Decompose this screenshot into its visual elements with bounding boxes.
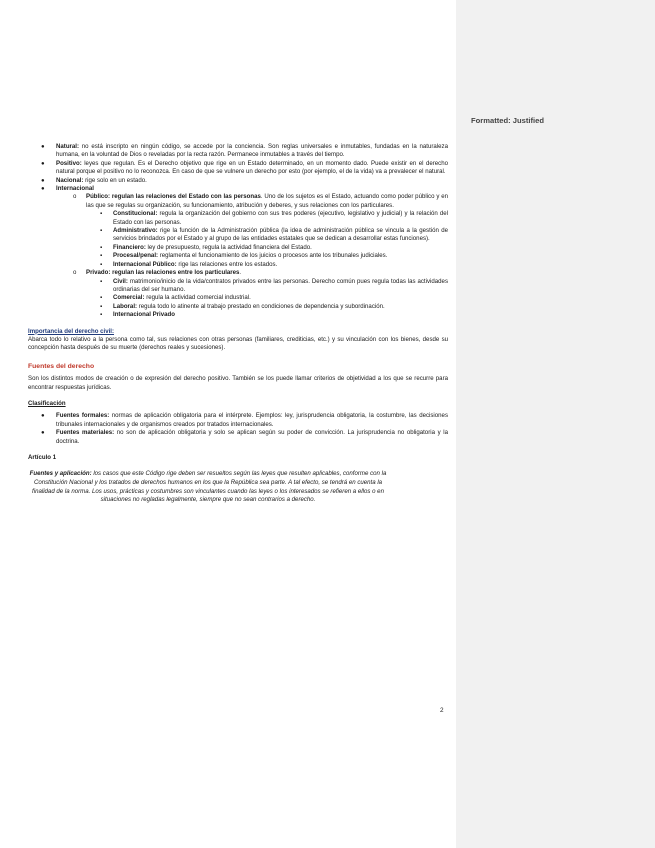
- clasificacion-heading: Clasificación: [28, 399, 66, 407]
- clasificacion-list: [28, 412, 448, 446]
- list-item: o Privado: regulan las relaciones entre los particulares. ▪ Civil: matrimonio/inicio de la vida/contratos privados entre las personas. Derecho común pues regula todas las actividades ordinarias del ser humano. ▪ Comercial: regula la actividad comercial industrial. ▪ Laboral: regula todo lo atinente al trabajo prestado en condiciones de dependencia y subordinación. ▪ Internacional Privado: [28, 269, 448, 319]
- square-bullet-icon: ▪: [100, 294, 103, 302]
- bullet-icon: ●: [41, 160, 45, 167]
- page-number: 2: [440, 707, 444, 714]
- bullet-icon: ●: [41, 144, 45, 150]
- bullet-icon: ●: [41, 186, 45, 193]
- list-item: ● Internacional o Público: regulan las relaciones del Estado con las personas. Uno de los sujetos es el Estado, actuando como poder público y en las que se regulas su organización, su funcionamiento, atribución y deberes, y sus relaciones con los particulares. ▪ Constitucional: regula la organización del gobierno con sus tres poderes (ejecutivo, legislativo y judicial) y la relación del Estado con las personas. ▪ Administrativo: rige la función de la Administración pública (la idea de administración pública se vincula a la gestión de servicios brindados por el Estado y al grupo de las entidades estatales que se dedican a desarrollar estas funciones). ▪ Financiero: ley de presupuesto, regula la actividad financiera del Estado. ▪ Procesal/penal: reglamenta el funcionamiento de los juicios o procesos ante los tribunales judiciales. ▪ Internacional Público: rige las relaciones entre los estados. o Privado: regulan las relaciones entre los particulares. ▪ Civil: matrimonio/inicio de la vida/contratos privados entre las personas. Derecho común pues regula todas las actividades ordinarias del ser humano. ▪ Comercial: regula la actividad comercial industrial. ▪ Laboral: regula todo lo atinente al trabajo prestado en condiciones de dependencia y subordinación. ▪ Internacional Privado: [28, 185, 448, 320]
- bullet-icon: ●: [41, 177, 45, 184]
- square-bullet-icon: ▪: [100, 210, 103, 218]
- list-item: ● Fuentes materiales: no son de aplicación obligatoria y solo se aplican según su poder de convicción. La jurisprudencia no obligatoria y la doctrina.: [41, 429, 448, 445]
- list-item: ● Positivo: leyes que regulan. Es el Derecho objetivo que rige en un Estado determinado, en un momento dado. Puede existir en el derecho natural porque el positivo no lo reconozca. En caso de que se vulnere un derecho por esto (por ejemplo, el de la vida) va a prevalecer el natural.: [41, 159, 448, 176]
- square-bullet-icon: ▪: [100, 252, 103, 260]
- bullet-icon: ●: [41, 430, 45, 437]
- circle-bullet-icon: o: [73, 193, 77, 201]
- fuentes-text: Son los distintos modos de creación o de expresión del derecho positivo. También se los puede llamar criterios de objetividad a los que se recurre para encontrar respuestas jurídicas.: [28, 375, 448, 391]
- publico-ramas-list: [28, 210, 448, 269]
- list-item: ▪ Financiero: ley de presupuesto, regula la actividad financiera del Estado.: [100, 243, 312, 251]
- square-bullet-icon: ▪: [100, 311, 103, 319]
- list-item: o Público: regulan las relaciones del Estado con las personas. Uno de los sujetos es el Estado, actuando como poder público y en las que se regulas su organización, su funcionamiento, atribución y deberes, y sus relaciones con los particulares. ▪ Constitucional: regula la organización del gobierno con sus tres poderes (ejecutivo, legislativo y judicial) y la relación del Estado con las personas. ▪ Administrativo: rige la función de la Administración pública (la idea de administración pública se vincula a la gestión de servicios brindados por el Estado y al grupo de las entidades estatales que se dedican a desarrollar estas funciones). ▪ Financiero: ley de presupuesto, regula la actividad financiera del Estado. ▪ Procesal/penal: reglamenta el funcionamiento de los juicios o procesos ante los tribunales judiciales. ▪ Internacional Público: rige las relaciones entre los estados.: [28, 193, 448, 269]
- articulo-heading: Artículo 1: [28, 454, 57, 461]
- importancia-heading: Importancia del derecho civil:: [28, 327, 115, 335]
- importancia-text: Abarca todo lo relativo a la persona como tal, sus relaciones con otras personas (familiares, crediticias, etc.) y su vinculación con los bienes, desde su concepción hasta después de su muerte (derechos reales y sucesiones).: [28, 335, 448, 352]
- list-item: ▪ Laboral: regula todo lo atinente al trabajo prestado en condiciones de dependencia y subordinación.: [100, 302, 385, 310]
- list-item: ▪ Civil: matrimonio/inicio de la vida/contratos privados entre las personas. Derecho común pues regula todas las actividades ordinarias del ser humano.: [100, 277, 448, 293]
- privado-ramas-list: [28, 278, 448, 320]
- tipos-list: [28, 143, 448, 320]
- articulo-quote: Fuentes y aplicación: los casos que este Código rige deben ser resueltos según las leyes que resulten aplicables, conforme con la Constitución Nacional y los tratados de derechos humanos en los que la República sea parte. A tal efecto, se tendrá en cuenta la finalidad de la norma. Los usos, prácticas y costumbres son vinculantes cuando las leyes o los interesados se refieren a ellos o en situaciones no regladas legalmente, siempre que no sean contrarios a derecho.: [29, 470, 387, 504]
- square-bullet-icon: ▪: [100, 243, 103, 251]
- list-item: ▪ Administrativo: rige la función de la Administración pública (la idea de administración pública se vincula a la gestión de servicios brindados por el Estado y al grupo de las entidades estatales que se dedican a desarrollar estas funciones).: [100, 227, 448, 243]
- square-bullet-icon: ▪: [100, 302, 103, 310]
- list-item: ▪ Internacional Privado: [100, 311, 175, 319]
- list-item: ▪ Constitucional: regula la organización del gobierno con sus tres poderes (ejecutivo, legislativo y judicial) y la relación del Estado con las personas.: [100, 210, 448, 226]
- formatting-comment[interactable]: Formatted: Justified: [471, 116, 544, 125]
- list-item: ● Nacional: rige solo en un estado.: [41, 176, 147, 184]
- list-item: ● Natural: no está inscripto en ningún código, se accede por la conciencia. Son reglas universales e inmutables, fundadas en la naturaleza humana, en la voluntad de Dios o reveladas por la recta razón. Permanece inmutables a través del tiempo.: [41, 143, 448, 159]
- list-item: ● Fuentes formales: normas de aplicación obligatoria para el intérprete. Ejemplos: ley, jurisprudencia obligatoria, la costumbre, las decisiones tribunales internacionales y de organismos creados por tratados internacionales.: [41, 412, 448, 428]
- square-bullet-icon: ▪: [100, 227, 103, 235]
- list-item: ▪ Procesal/penal: reglamenta el funcionamiento de los juicios o procesos ante los tribunales judiciales.: [100, 252, 388, 260]
- square-bullet-icon: ▪: [100, 277, 103, 285]
- circle-bullet-icon: o: [73, 269, 77, 277]
- internacional-list: [28, 193, 448, 319]
- document-body: [28, 143, 448, 505]
- list-item: ▪ Internacional Público: rige las relaciones entre los estados.: [100, 260, 278, 268]
- fuentes-heading: Fuentes del derecho: [28, 362, 95, 370]
- square-bullet-icon: ▪: [100, 260, 103, 268]
- bullet-icon: ●: [41, 413, 45, 420]
- comment-margin-pane: [456, 0, 655, 848]
- list-item: ▪ Comercial: regula la actividad comercial industrial.: [100, 294, 251, 302]
